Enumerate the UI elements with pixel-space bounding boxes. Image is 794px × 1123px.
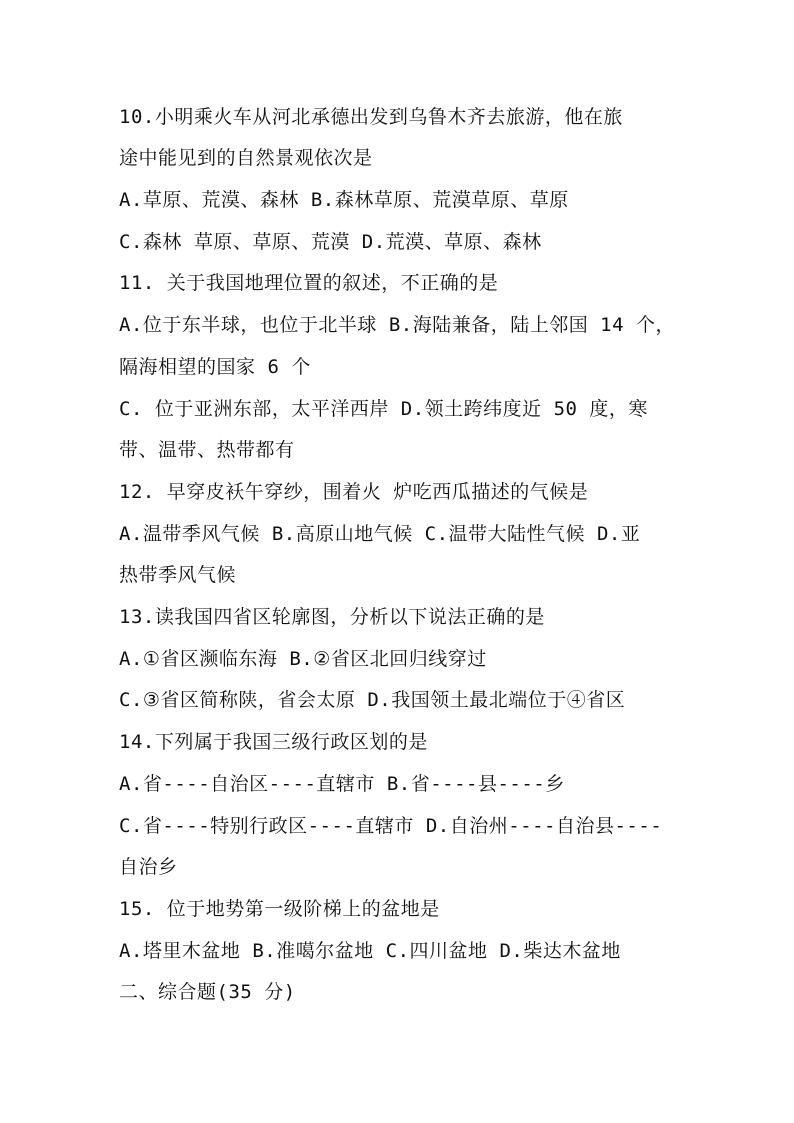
q10-options-line-2: C.森林 草原、草原、荒漠 D.荒漠、草原、森林 [119,231,542,253]
q13-options-line-1: A.①省区濒临东海 B.②省区北回归线穿过 [119,648,487,670]
q14-stem: 14.下列属于我国三级行政区划的是 [119,731,428,753]
q11-options-line-1: A.位于东半球，也位于北半球 B.海陆兼备，陆上邻国 14 个， [119,314,675,336]
q11-options-line-3: C. 位于亚洲东部，太平洋西岸 D.领土跨纬度近 50 度，寒 [119,398,648,420]
section-heading: 二、综合题(35 分) [119,981,296,1003]
q13-stem: 13.读我国四省区轮廓图，分析以下说法正确的是 [119,606,545,628]
q12-options-line-2: 热带季风气候 [119,564,237,586]
q15-stem: 15. 位于地势第一级阶梯上的盆地是 [119,898,440,920]
q14-options-line-3: 自治乡 [119,856,178,878]
q10-stem-line-2: 途中能见到的自然景观依次是 [119,147,373,169]
q12-stem: 12. 早穿皮袄午穿纱，围着火 炉吃西瓜描述的气候是 [119,481,589,503]
q13-options-line-2: C.③省区简称陕，省会太原 D.我国领土最北端位于④省区 [119,689,626,711]
q10-stem-line-1: 10.小明乘火车从河北承德出发到乌鲁木齐去旅游，他在旅 [119,106,623,128]
q11-stem: 11. 关于我国地理位置的叙述，不正确的是 [119,272,499,294]
q14-options-line-2: C.省----特别行政区----直辖市 D.自治州----自治县---- [119,815,663,837]
q15-options-line-1: A.塔里木盆地 B.准噶尔盆地 C.四川盆地 D.柴达木盆地 [119,940,621,962]
q10-options-line-1: A.草原、荒漠、森林 B.森林草原、荒漠草原、草原 [119,189,569,211]
q14-options-line-1: A.省----自治区----直辖市 B.省----县----乡 [119,773,565,795]
q11-options-line-2: 隔海相望的国家 6 个 [119,356,311,378]
q11-options-line-4: 带、温带、热带都有 [119,439,295,461]
q12-options-line-1: A.温带季风气候 B.高原山地气候 C.温带大陆性气候 D.亚 [119,523,641,545]
